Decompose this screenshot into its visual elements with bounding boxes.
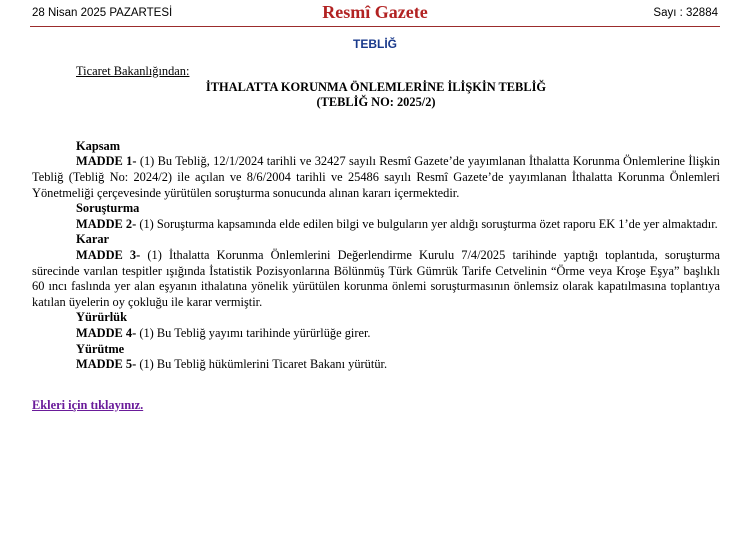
article-text: (1) İthalatta Korunma Önlemlerini Değerlendirme Kurulu 7/4/2025 tarihinde yaptığı toplantıda, soruşturma sürecinde varılan tespitler ışığında İstatistik Pozisyonlarına Bölünmüş Türk Gümrük Tarife Cetvelinin “Örme veya Kroşe Eşya” başlıklı 60 ıncı faslında yer alan eşyanın ithalatına yönelik yürütülen korunma önlemi soruşturmasının önlemsiz olarak kapatılmasına toplantıya katılan üyelerin oy çokluğu ile karar vermiştir. (32, 247, 720, 309)
article-text: (1) Bu Tebliğ hükümlerini Ticaret Bakanı yürütür. (136, 357, 388, 372)
article-text: (1) Soruşturma kapsamında elde edilen bilgi ve bulguların yer aldığı soruşturma özet raporu EK 1’de yer almaktadır. (136, 216, 718, 231)
article-label: MADDE 1- (76, 154, 137, 169)
document-body (32, 64, 720, 413)
article-label: MADDE 5- (76, 357, 137, 372)
article-heading: Karar (76, 232, 110, 247)
article-paragraph (32, 357, 720, 373)
gazette-title: Resmî Gazete (322, 2, 428, 22)
article-text: (1) Bu Tebliğ yayımı tarihinde yürürlüğe girer. (136, 325, 371, 340)
article-heading: Kapsam (76, 138, 121, 153)
article-paragraph (32, 217, 720, 233)
article-label: MADDE 3- (76, 247, 141, 262)
article-heading: Soruşturma (76, 201, 140, 216)
issue-date: 28 Nisan 2025 PAZARTESİ (32, 7, 173, 19)
annex-link[interactable]: Ekleri için tıklayınız. (32, 397, 144, 412)
document-number: (TEBLİĞ NO: 2025/2) (316, 95, 436, 110)
document-title: İTHALATTA KORUNMA ÖNLEMLERİNE İLİŞKİN TEBLİĞ (205, 79, 547, 94)
article-paragraph (32, 326, 720, 342)
article-paragraph (32, 248, 720, 310)
ministry-name: Ticaret Bakanlığından: (76, 64, 190, 78)
article-text: (1) Bu Tebliğ, 12/1/2024 tarihli ve 32427 sayılı Resmî Gazete’de yayımlanan İthalatta Korunma Önlemlerine İlişkin Tebliğ (Tebliğ No: 2024/2) ile açılan ve 8/6/2004 tarihli ve 25486 sayılı Resmî Gazete’de yayımlanan İthalatta Korunma Önlemleri Yönetmeliği çerçevesinde yürütülen soruşturma sonucunda alınan kararı içermektedir. (32, 154, 720, 200)
article-label: MADDE 2- (76, 216, 137, 231)
article-heading: Yürütme (76, 341, 125, 356)
gazette-header (30, 0, 720, 27)
spacer (32, 111, 720, 139)
article-heading: Yürürlük (76, 310, 127, 325)
issue-number: Sayı : 32884 (653, 7, 718, 19)
article-paragraph (32, 154, 720, 201)
section-label: TEBLİĞ (353, 37, 397, 51)
article-label: MADDE 4- (76, 325, 137, 340)
